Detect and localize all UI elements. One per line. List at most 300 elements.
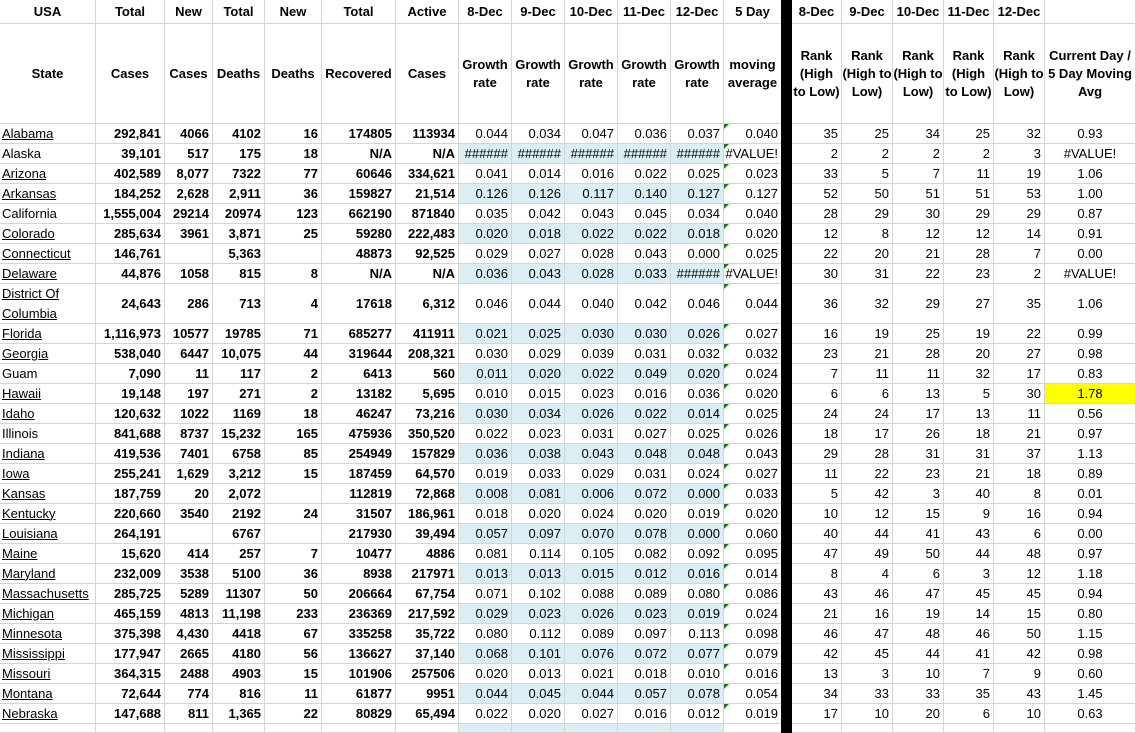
cell-rank-10-dec[interactable]: 21: [893, 244, 944, 264]
cell-current-day-over-5-day-avg[interactable]: 0.93: [1045, 124, 1136, 144]
cell-rank-8-dec[interactable]: 28: [792, 204, 842, 224]
cell-new-cases[interactable]: 29214: [165, 204, 213, 224]
cell-growth-9-dec[interactable]: 0.020: [512, 364, 565, 384]
cell-current-day-over-5-day-avg[interactable]: 1.13: [1045, 444, 1136, 464]
cell-growth-12-dec[interactable]: [671, 724, 724, 733]
cell-active-cases[interactable]: 9951: [396, 684, 459, 704]
cell-growth-11-dec[interactable]: 0.048: [618, 444, 671, 464]
cell-five-day-moving-average[interactable]: 0.098: [724, 624, 782, 644]
cell-growth-12-dec[interactable]: 0.019: [671, 604, 724, 624]
cell-rank-12-dec[interactable]: 45: [994, 584, 1045, 604]
cell-total-cases[interactable]: 184,252: [96, 184, 165, 204]
cell-new-cases[interactable]: [165, 244, 213, 264]
cell-total-recovered[interactable]: N/A: [322, 264, 396, 284]
cell-state[interactable]: [0, 264, 96, 284]
cell-total-deaths[interactable]: 5100: [213, 564, 265, 584]
cell-total-deaths[interactable]: 11307: [213, 584, 265, 604]
cell-growth-9-dec[interactable]: 0.014: [512, 164, 565, 184]
cell-rank-9-dec[interactable]: 10: [842, 704, 893, 724]
cell-rank-10-dec[interactable]: 15: [893, 504, 944, 524]
cell-growth-11-dec[interactable]: 0.072: [618, 484, 671, 504]
cell-growth-10-dec[interactable]: 0.021: [565, 664, 618, 684]
cell-rank-11-dec[interactable]: 46: [944, 624, 994, 644]
cell-new-cases[interactable]: 3538: [165, 564, 213, 584]
cell-state[interactable]: [0, 364, 96, 384]
cell-rank-11-dec[interactable]: 6: [944, 704, 994, 724]
cell-rank-9-dec[interactable]: 9-Dec: [842, 0, 893, 24]
cell-growth-10-dec[interactable]: 0.043: [565, 444, 618, 464]
cell-growth-12-dec[interactable]: 0.078: [671, 684, 724, 704]
cell-growth-9-dec[interactable]: 0.018: [512, 224, 565, 244]
cell-growth-12-dec[interactable]: 0.046: [671, 284, 724, 324]
state-link[interactable]: Georgia: [2, 345, 49, 361]
cell-state[interactable]: [0, 244, 96, 264]
cell-growth-8-dec[interactable]: 8-Dec: [459, 0, 512, 24]
cell-total-recovered[interactable]: 8938: [322, 564, 396, 584]
cell-growth-9-dec[interactable]: 0.112: [512, 624, 565, 644]
cell-total-cases[interactable]: 1,555,004: [96, 204, 165, 224]
cell-rank-12-dec[interactable]: 53: [994, 184, 1045, 204]
state-link[interactable]: Connecticut: [2, 245, 71, 261]
cell-rank-9-dec[interactable]: 28: [842, 444, 893, 464]
cell-growth-9-dec[interactable]: 0.045: [512, 684, 565, 704]
cell-five-day-moving-average[interactable]: 0.060: [724, 524, 782, 544]
cell-new-deaths[interactable]: 56: [265, 644, 322, 664]
cell-rank-9-dec[interactable]: 42: [842, 484, 893, 504]
cell-total-recovered[interactable]: 475936: [322, 424, 396, 444]
cell-rank-11-dec[interactable]: 40: [944, 484, 994, 504]
cell-five-day-moving-average[interactable]: 0.020: [724, 224, 782, 244]
cell-rank-9-dec[interactable]: 11: [842, 364, 893, 384]
cell-growth-10-dec[interactable]: 0.024: [565, 504, 618, 524]
cell-rank-10-dec[interactable]: 26: [893, 424, 944, 444]
cell-rank-12-dec[interactable]: 48: [994, 544, 1045, 564]
cell-current-day-over-5-day-avg[interactable]: 1.78: [1045, 384, 1136, 404]
cell-rank-10-dec[interactable]: 12: [893, 224, 944, 244]
cell-rank-10-dec[interactable]: 29: [893, 284, 944, 324]
cell-active-cases[interactable]: 334,621: [396, 164, 459, 184]
cell-total-deaths[interactable]: 20974: [213, 204, 265, 224]
cell-rank-11-dec[interactable]: 29: [944, 204, 994, 224]
cell-current-day-over-5-day-avg[interactable]: Current Day / 5 Day Moving Avg: [1045, 24, 1136, 124]
cell-new-deaths[interactable]: [265, 244, 322, 264]
cell-growth-11-dec[interactable]: 0.140: [618, 184, 671, 204]
cell-five-day-moving-average[interactable]: 0.024: [724, 364, 782, 384]
cell-current-day-over-5-day-avg[interactable]: [1045, 0, 1136, 24]
cell-growth-9-dec[interactable]: 0.034: [512, 124, 565, 144]
cell-rank-10-dec[interactable]: 44: [893, 644, 944, 664]
state-link[interactable]: Mississippi: [2, 645, 65, 661]
cell-growth-12-dec[interactable]: 0.000: [671, 244, 724, 264]
state-link[interactable]: Idaho: [2, 405, 35, 421]
cell-new-cases[interactable]: 811: [165, 704, 213, 724]
cell-growth-11-dec[interactable]: 0.036: [618, 124, 671, 144]
cell-rank-11-dec[interactable]: 23: [944, 264, 994, 284]
cell-total-cases[interactable]: 7,090: [96, 364, 165, 384]
cell-rank-8-dec[interactable]: 42: [792, 644, 842, 664]
cell-new-deaths[interactable]: 233: [265, 604, 322, 624]
cell-total-recovered[interactable]: 335258: [322, 624, 396, 644]
cell-rank-8-dec[interactable]: 22: [792, 244, 842, 264]
cell-growth-12-dec[interactable]: 0.127: [671, 184, 724, 204]
cell-total-deaths[interactable]: 257: [213, 544, 265, 564]
cell-rank-12-dec[interactable]: 43: [994, 684, 1045, 704]
cell-total-deaths[interactable]: 11,198: [213, 604, 265, 624]
cell-growth-12-dec[interactable]: 0.010: [671, 664, 724, 684]
state-link[interactable]: Maine: [2, 545, 38, 561]
cell-five-day-moving-average[interactable]: 0.044: [724, 284, 782, 324]
cell-new-cases[interactable]: 10577: [165, 324, 213, 344]
cell-new-deaths[interactable]: 71: [265, 324, 322, 344]
cell-rank-9-dec[interactable]: 49: [842, 544, 893, 564]
cell-five-day-moving-average[interactable]: 0.025: [724, 404, 782, 424]
state-link[interactable]: Missouri: [2, 665, 51, 681]
cell-total-deaths[interactable]: 6767: [213, 524, 265, 544]
cell-rank-10-dec[interactable]: 25: [893, 324, 944, 344]
cell-new-cases[interactable]: 8,077: [165, 164, 213, 184]
cell-rank-10-dec[interactable]: 2: [893, 144, 944, 164]
cell-growth-9-dec[interactable]: 0.015: [512, 384, 565, 404]
cell-state[interactable]: [0, 644, 96, 664]
cell-current-day-over-5-day-avg[interactable]: 1.45: [1045, 684, 1136, 704]
cell-total-deaths[interactable]: 1169: [213, 404, 265, 424]
cell-total-deaths[interactable]: 10,075: [213, 344, 265, 364]
cell-five-day-moving-average[interactable]: 0.014: [724, 564, 782, 584]
cell-total-recovered[interactable]: 217930: [322, 524, 396, 544]
cell-total-cases[interactable]: 220,660: [96, 504, 165, 524]
cell-total-cases[interactable]: 15,620: [96, 544, 165, 564]
cell-growth-8-dec[interactable]: ######: [459, 144, 512, 164]
cell-rank-12-dec[interactable]: 3: [994, 144, 1045, 164]
cell-growth-12-dec[interactable]: ######: [671, 264, 724, 284]
cell-rank-12-dec[interactable]: 16: [994, 504, 1045, 524]
cell-rank-9-dec[interactable]: 46: [842, 584, 893, 604]
cell-rank-8-dec[interactable]: 6: [792, 384, 842, 404]
cell-new-cases[interactable]: 5289: [165, 584, 213, 604]
cell-five-day-moving-average[interactable]: 0.033: [724, 484, 782, 504]
cell-active-cases[interactable]: 222,483: [396, 224, 459, 244]
cell-growth-10-dec[interactable]: 0.117: [565, 184, 618, 204]
cell-total-deaths[interactable]: 6758: [213, 444, 265, 464]
cell-active-cases[interactable]: 21,514: [396, 184, 459, 204]
cell-five-day-moving-average[interactable]: 0.032: [724, 344, 782, 364]
cell-growth-9-dec[interactable]: 0.013: [512, 664, 565, 684]
cell-total-deaths[interactable]: Deaths: [213, 24, 265, 124]
cell-state[interactable]: [0, 704, 96, 724]
cell-growth-10-dec[interactable]: 0.039: [565, 344, 618, 364]
cell-growth-11-dec[interactable]: 0.031: [618, 464, 671, 484]
cell-rank-10-dec[interactable]: 31: [893, 444, 944, 464]
state-link[interactable]: Maryland: [2, 565, 56, 581]
cell-growth-8-dec[interactable]: 0.020: [459, 224, 512, 244]
cell-five-day-moving-average[interactable]: 0.127: [724, 184, 782, 204]
cell-growth-8-dec[interactable]: 0.019: [459, 464, 512, 484]
cell-active-cases[interactable]: 411911: [396, 324, 459, 344]
cell-new-deaths[interactable]: 16: [265, 124, 322, 144]
cell-state[interactable]: [0, 564, 96, 584]
cell-rank-10-dec[interactable]: 28: [893, 344, 944, 364]
cell-rank-10-dec[interactable]: 47: [893, 584, 944, 604]
cell-growth-8-dec[interactable]: 0.036: [459, 264, 512, 284]
cell-rank-8-dec[interactable]: 5: [792, 484, 842, 504]
cell-state[interactable]: [0, 604, 96, 624]
cell-growth-9-dec[interactable]: 0.023: [512, 424, 565, 444]
cell-growth-10-dec[interactable]: 0.070: [565, 524, 618, 544]
cell-active-cases[interactable]: 217971: [396, 564, 459, 584]
cell-growth-10-dec[interactable]: 0.027: [565, 704, 618, 724]
cell-active-cases[interactable]: 37,140: [396, 644, 459, 664]
cell-total-recovered[interactable]: 662190: [322, 204, 396, 224]
cell-total-recovered[interactable]: 206664: [322, 584, 396, 604]
cell-growth-8-dec[interactable]: 0.080: [459, 624, 512, 644]
state-link[interactable]: Michigan: [2, 605, 55, 621]
cell-growth-10-dec[interactable]: 0.043: [565, 204, 618, 224]
cell-total-recovered[interactable]: 319644: [322, 344, 396, 364]
cell-growth-9-dec[interactable]: Growth rate: [512, 24, 565, 124]
cell-rank-8-dec[interactable]: 7: [792, 364, 842, 384]
cell-new-deaths[interactable]: 50: [265, 584, 322, 604]
cell-five-day-moving-average[interactable]: 0.020: [724, 384, 782, 404]
cell-active-cases[interactable]: 186,961: [396, 504, 459, 524]
cell-rank-11-dec[interactable]: 43: [944, 524, 994, 544]
cell-rank-11-dec[interactable]: 51: [944, 184, 994, 204]
cell-rank-11-dec[interactable]: 13: [944, 404, 994, 424]
cell-rank-8-dec[interactable]: 33: [792, 164, 842, 184]
cell-total-cases[interactable]: 44,876: [96, 264, 165, 284]
cell-state[interactable]: [0, 384, 96, 404]
cell-five-day-moving-average[interactable]: #VALUE!: [724, 264, 782, 284]
cell-new-cases[interactable]: 20: [165, 484, 213, 504]
cell-growth-11-dec[interactable]: 0.016: [618, 384, 671, 404]
cell-growth-11-dec[interactable]: 0.022: [618, 224, 671, 244]
cell-total-cases[interactable]: 24,643: [96, 284, 165, 324]
cell-growth-9-dec[interactable]: 0.081: [512, 484, 565, 504]
cell-new-cases[interactable]: 7401: [165, 444, 213, 464]
cell-state[interactable]: [0, 684, 96, 704]
cell-growth-8-dec[interactable]: 0.022: [459, 424, 512, 444]
cell-rank-9-dec[interactable]: 31: [842, 264, 893, 284]
cell-rank-8-dec[interactable]: 10: [792, 504, 842, 524]
cell-rank-11-dec[interactable]: 27: [944, 284, 994, 324]
cell-rank-10-dec[interactable]: 11: [893, 364, 944, 384]
cell-rank-10-dec[interactable]: 20: [893, 704, 944, 724]
cell-growth-9-dec[interactable]: 0.102: [512, 584, 565, 604]
cell-five-day-moving-average[interactable]: 0.026: [724, 424, 782, 444]
cell-current-day-over-5-day-avg[interactable]: 0.00: [1045, 244, 1136, 264]
cell-state[interactable]: [0, 204, 96, 224]
cell-growth-10-dec[interactable]: 0.029: [565, 464, 618, 484]
cell-state[interactable]: [0, 164, 96, 184]
cell-state[interactable]: [0, 344, 96, 364]
cell-current-day-over-5-day-avg[interactable]: 0.00: [1045, 524, 1136, 544]
cell-active-cases[interactable]: 39,494: [396, 524, 459, 544]
cell-total-cases[interactable]: Cases: [96, 24, 165, 124]
cell-growth-12-dec[interactable]: 0.000: [671, 484, 724, 504]
cell-growth-8-dec[interactable]: 0.071: [459, 584, 512, 604]
state-link[interactable]: Delaware: [2, 265, 57, 281]
cell-growth-9-dec[interactable]: 0.025: [512, 324, 565, 344]
cell-total-recovered[interactable]: Recovered: [322, 24, 396, 124]
cell-current-day-over-5-day-avg[interactable]: 1.06: [1045, 284, 1136, 324]
cell-growth-11-dec[interactable]: 0.097: [618, 624, 671, 644]
cell-rank-8-dec[interactable]: 13: [792, 664, 842, 684]
cell-state[interactable]: [0, 404, 96, 424]
cell-growth-8-dec[interactable]: 0.126: [459, 184, 512, 204]
state-link[interactable]: Massachusetts: [2, 585, 89, 601]
cell-growth-11-dec[interactable]: 0.027: [618, 424, 671, 444]
cell-new-cases[interactable]: 1,629: [165, 464, 213, 484]
cell-new-cases[interactable]: New: [165, 0, 213, 24]
cell-total-deaths[interactable]: 3,212: [213, 464, 265, 484]
cell-total-cases[interactable]: 187,759: [96, 484, 165, 504]
cell-total-recovered[interactable]: [322, 724, 396, 733]
cell-total-cases[interactable]: Total: [96, 0, 165, 24]
cell-total-recovered[interactable]: 6413: [322, 364, 396, 384]
cell-total-deaths[interactable]: [213, 724, 265, 733]
cell-rank-10-dec[interactable]: 50: [893, 544, 944, 564]
cell-state[interactable]: [0, 324, 96, 344]
cell-growth-12-dec[interactable]: 0.036: [671, 384, 724, 404]
cell-rank-9-dec[interactable]: 16: [842, 604, 893, 624]
cell-total-deaths[interactable]: 713: [213, 284, 265, 324]
cell-rank-8-dec[interactable]: 23: [792, 344, 842, 364]
cell-five-day-moving-average[interactable]: 0.027: [724, 324, 782, 344]
cell-new-deaths[interactable]: 25: [265, 224, 322, 244]
cell-five-day-moving-average[interactable]: 0.020: [724, 504, 782, 524]
cell-new-cases[interactable]: 414: [165, 544, 213, 564]
cell-rank-10-dec[interactable]: 6: [893, 564, 944, 584]
cell-growth-8-dec[interactable]: 0.044: [459, 684, 512, 704]
state-link[interactable]: Alabama: [2, 125, 54, 141]
cell-new-cases[interactable]: 3540: [165, 504, 213, 524]
cell-current-day-over-5-day-avg[interactable]: 0.63: [1045, 704, 1136, 724]
cell-growth-10-dec[interactable]: 0.030: [565, 324, 618, 344]
cell-rank-11-dec[interactable]: 45: [944, 584, 994, 604]
cell-total-cases[interactable]: 364,315: [96, 664, 165, 684]
cell-growth-10-dec[interactable]: 0.026: [565, 404, 618, 424]
cell-active-cases[interactable]: 4886: [396, 544, 459, 564]
cell-growth-11-dec[interactable]: 0.045: [618, 204, 671, 224]
cell-rank-9-dec[interactable]: 5: [842, 164, 893, 184]
cell-new-deaths[interactable]: 15: [265, 664, 322, 684]
cell-growth-8-dec[interactable]: 0.013: [459, 564, 512, 584]
cell-rank-8-dec[interactable]: 8: [792, 564, 842, 584]
cell-growth-8-dec[interactable]: 0.057: [459, 524, 512, 544]
cell-growth-9-dec[interactable]: 0.042: [512, 204, 565, 224]
cell-growth-10-dec[interactable]: ######: [565, 144, 618, 164]
cell-total-deaths[interactable]: 19785: [213, 324, 265, 344]
cell-active-cases[interactable]: 871840: [396, 204, 459, 224]
cell-growth-10-dec[interactable]: 0.044: [565, 684, 618, 704]
cell-rank-11-dec[interactable]: 9: [944, 504, 994, 524]
cell-active-cases[interactable]: 208,321: [396, 344, 459, 364]
cell-growth-10-dec[interactable]: 0.016: [565, 164, 618, 184]
cell-new-deaths[interactable]: [265, 724, 322, 733]
cell-total-deaths[interactable]: 5,363: [213, 244, 265, 264]
cell-rank-12-dec[interactable]: [994, 724, 1045, 733]
cell-new-deaths[interactable]: [265, 524, 322, 544]
cell-new-cases[interactable]: [165, 724, 213, 733]
state-link[interactable]: Hawaii: [2, 385, 42, 401]
cell-rank-9-dec[interactable]: 45: [842, 644, 893, 664]
cell-rank-12-dec[interactable]: 8: [994, 484, 1045, 504]
cell-growth-10-dec[interactable]: 0.047: [565, 124, 618, 144]
cell-new-cases[interactable]: 4066: [165, 124, 213, 144]
cell-total-cases[interactable]: 120,632: [96, 404, 165, 424]
cell-growth-9-dec[interactable]: 0.027: [512, 244, 565, 264]
cell-growth-10-dec[interactable]: 0.028: [565, 244, 618, 264]
cell-growth-8-dec[interactable]: [459, 724, 512, 733]
cell-growth-11-dec[interactable]: 0.018: [618, 664, 671, 684]
cell-new-cases[interactable]: 1058: [165, 264, 213, 284]
cell-growth-9-dec[interactable]: 0.043: [512, 264, 565, 284]
cell-growth-12-dec[interactable]: 0.016: [671, 564, 724, 584]
cell-total-cases[interactable]: 292,841: [96, 124, 165, 144]
cell-growth-12-dec[interactable]: 12-Dec: [671, 0, 724, 24]
cell-growth-12-dec[interactable]: 0.080: [671, 584, 724, 604]
cell-total-cases[interactable]: 1,116,973: [96, 324, 165, 344]
cell-rank-12-dec[interactable]: 32: [994, 124, 1045, 144]
cell-growth-11-dec[interactable]: 0.042: [618, 284, 671, 324]
cell-rank-8-dec[interactable]: [792, 724, 842, 733]
cell-state[interactable]: USA: [0, 0, 96, 24]
cell-rank-8-dec[interactable]: 21: [792, 604, 842, 624]
cell-new-cases[interactable]: 8737: [165, 424, 213, 444]
cell-total-recovered[interactable]: 60646: [322, 164, 396, 184]
cell-state[interactable]: [0, 484, 96, 504]
cell-growth-8-dec[interactable]: 0.068: [459, 644, 512, 664]
cell-current-day-over-5-day-avg[interactable]: 1.00: [1045, 184, 1136, 204]
cell-growth-8-dec[interactable]: 0.030: [459, 404, 512, 424]
cell-growth-11-dec[interactable]: 11-Dec: [618, 0, 671, 24]
cell-growth-9-dec[interactable]: 0.029: [512, 344, 565, 364]
cell-total-cases[interactable]: [96, 724, 165, 733]
cell-rank-9-dec[interactable]: 47: [842, 624, 893, 644]
cell-new-cases[interactable]: 1022: [165, 404, 213, 424]
cell-rank-10-dec[interactable]: 7: [893, 164, 944, 184]
cell-five-day-moving-average[interactable]: 0.024: [724, 604, 782, 624]
cell-rank-8-dec[interactable]: 34: [792, 684, 842, 704]
cell-rank-8-dec[interactable]: 35: [792, 124, 842, 144]
cell-growth-9-dec[interactable]: [512, 724, 565, 733]
cell-rank-11-dec[interactable]: 28: [944, 244, 994, 264]
cell-growth-11-dec[interactable]: 0.022: [618, 404, 671, 424]
cell-current-day-over-5-day-avg[interactable]: 0.01: [1045, 484, 1136, 504]
cell-growth-12-dec[interactable]: 0.113: [671, 624, 724, 644]
cell-rank-11-dec[interactable]: 3: [944, 564, 994, 584]
cell-rank-10-dec[interactable]: 34: [893, 124, 944, 144]
cell-rank-8-dec[interactable]: 52: [792, 184, 842, 204]
cell-new-cases[interactable]: [165, 524, 213, 544]
cell-total-cases[interactable]: 402,589: [96, 164, 165, 184]
cell-new-cases[interactable]: 11: [165, 364, 213, 384]
cell-total-recovered[interactable]: 159827: [322, 184, 396, 204]
cell-rank-10-dec[interactable]: 13: [893, 384, 944, 404]
cell-state[interactable]: [0, 544, 96, 564]
cell-rank-12-dec[interactable]: 30: [994, 384, 1045, 404]
cell-rank-10-dec[interactable]: 19: [893, 604, 944, 624]
cell-current-day-over-5-day-avg[interactable]: 0.89: [1045, 464, 1136, 484]
cell-growth-9-dec[interactable]: 0.034: [512, 404, 565, 424]
cell-rank-12-dec[interactable]: 15: [994, 604, 1045, 624]
cell-total-cases[interactable]: 841,688: [96, 424, 165, 444]
cell-total-deaths[interactable]: 1,365: [213, 704, 265, 724]
cell-total-deaths[interactable]: 815: [213, 264, 265, 284]
cell-new-deaths[interactable]: 18: [265, 404, 322, 424]
cell-growth-9-dec[interactable]: 0.020: [512, 504, 565, 524]
cell-rank-11-dec[interactable]: 25: [944, 124, 994, 144]
cell-rank-9-dec[interactable]: 21: [842, 344, 893, 364]
